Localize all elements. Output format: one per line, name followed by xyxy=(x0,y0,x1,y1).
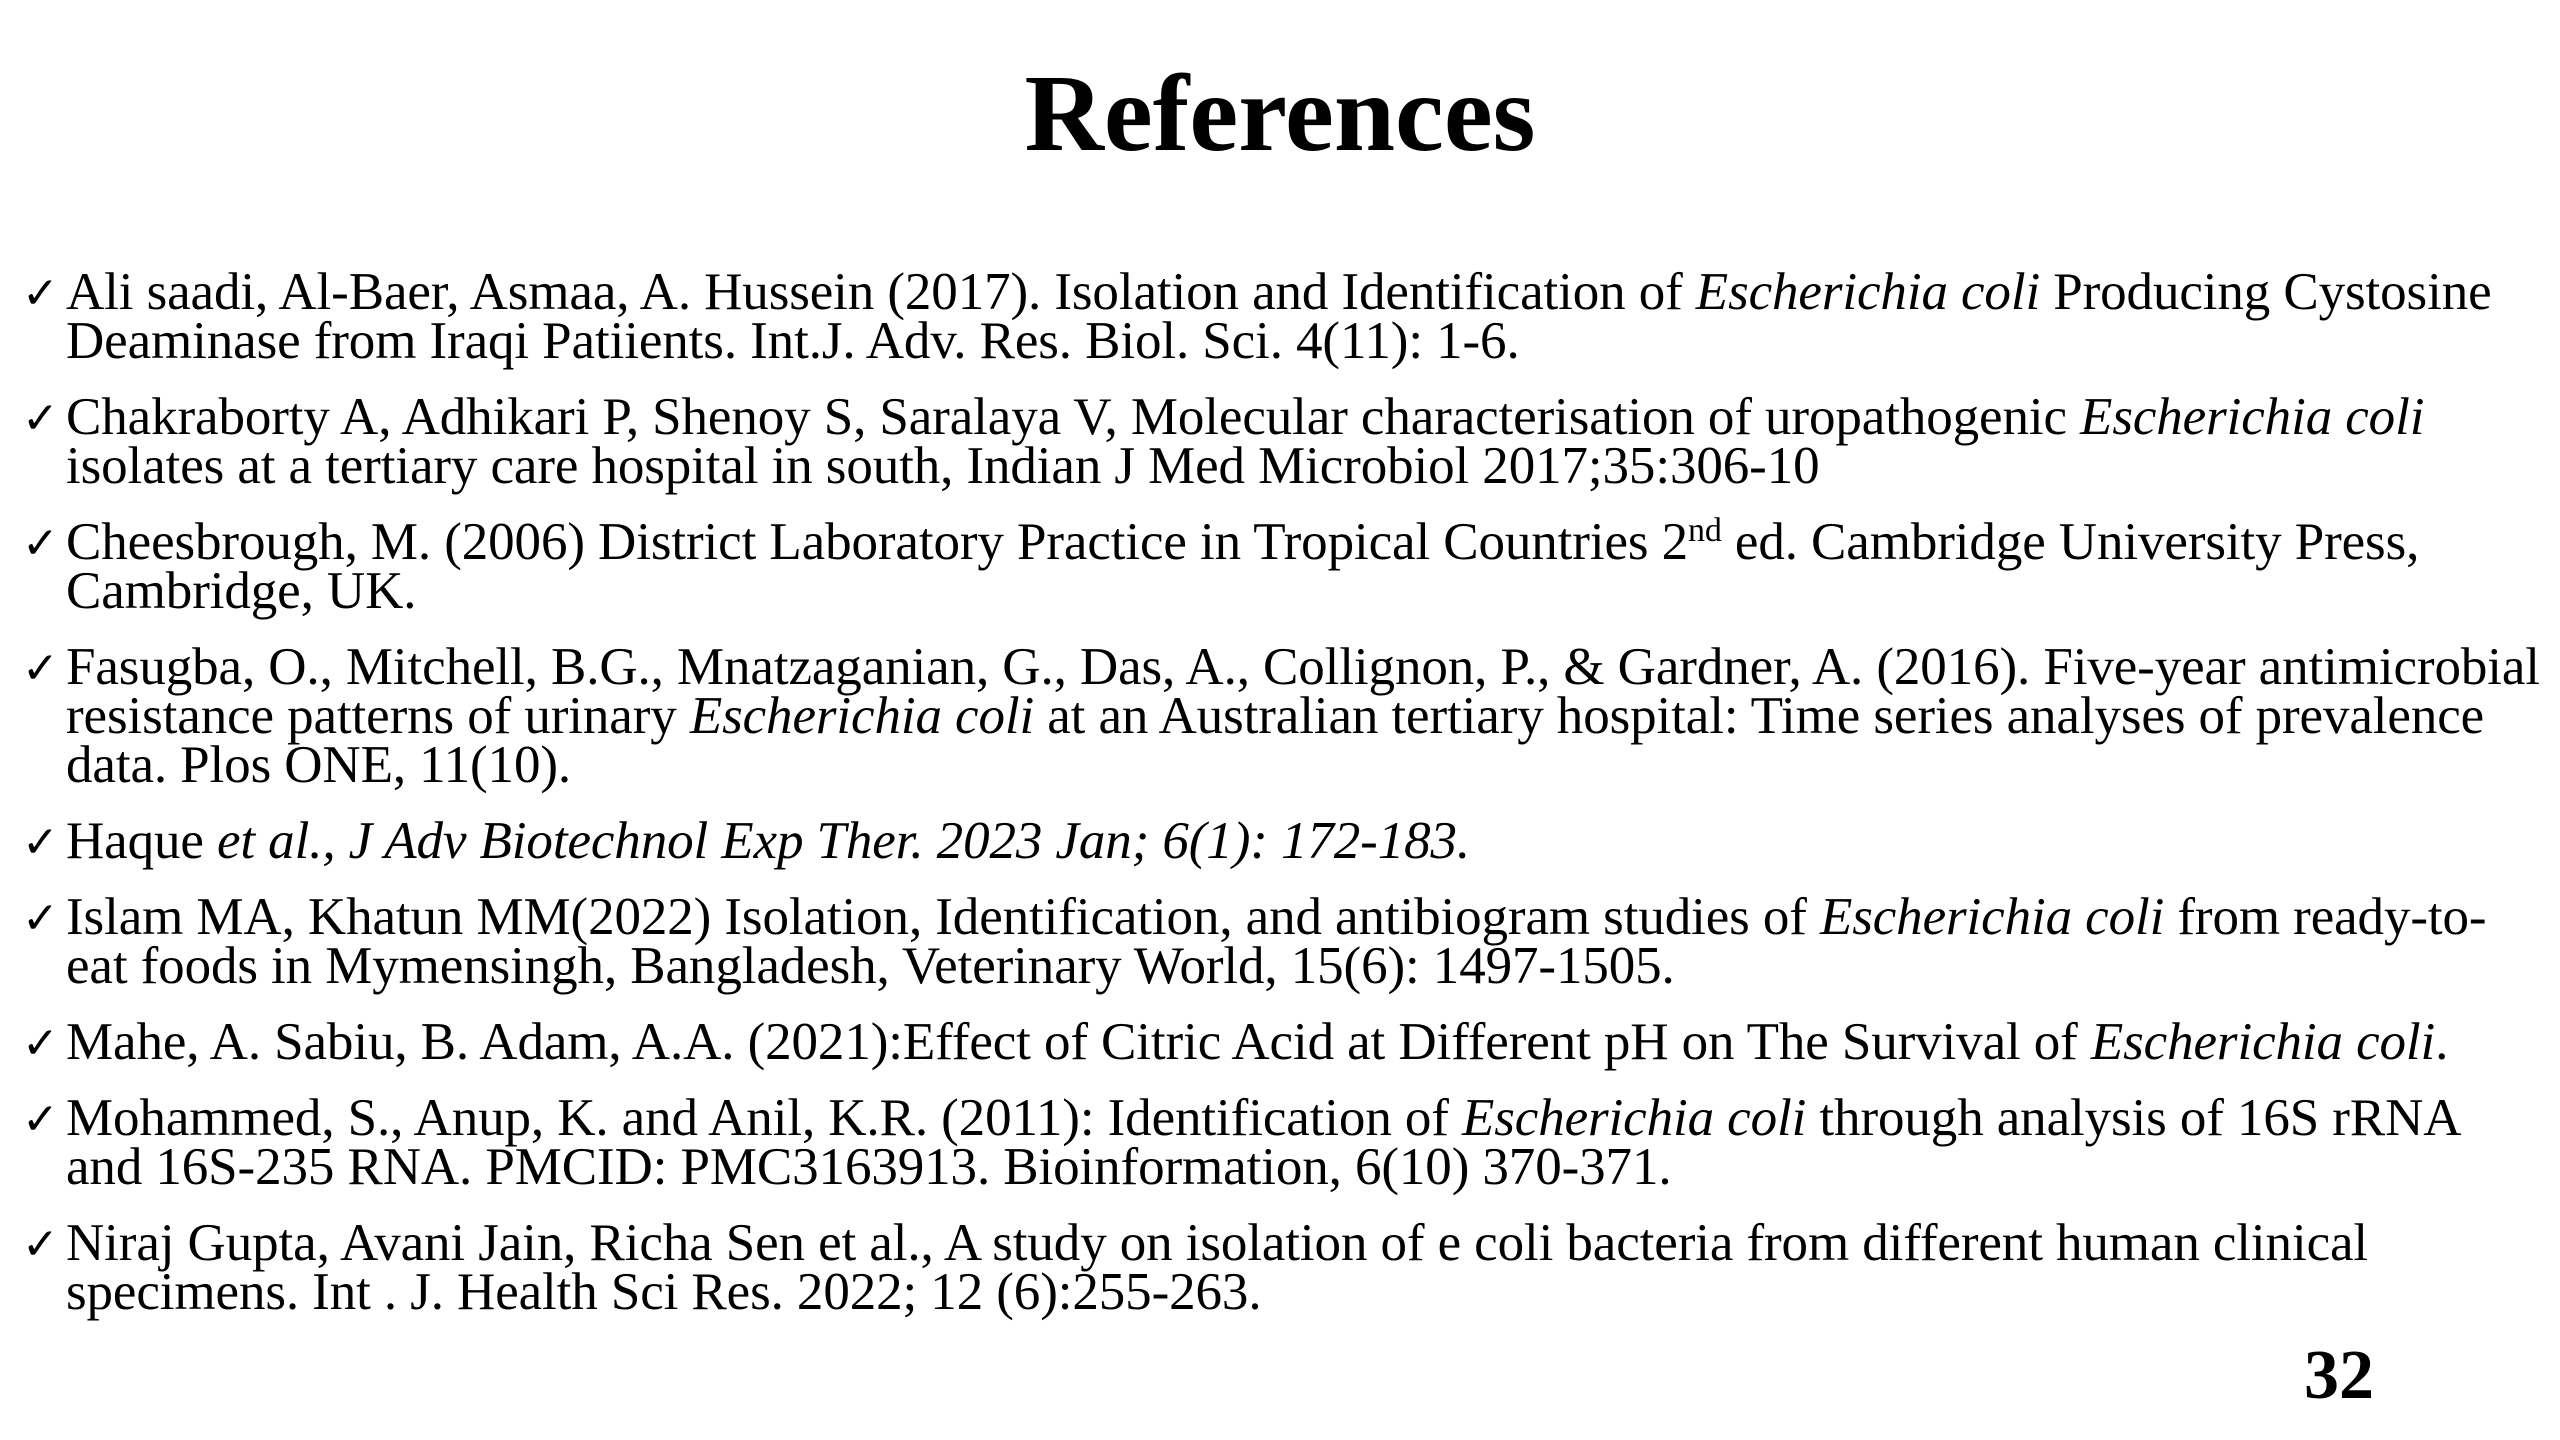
reference-segment: Islam MA, Khatun MM(2022) Isolation, Identification, and antibiogram studies of xyxy=(66,888,1820,946)
page-number: 32 xyxy=(2304,1337,2374,1414)
reference-text xyxy=(66,812,1470,870)
reference-item xyxy=(22,1214,2542,1321)
reference-item xyxy=(22,388,2542,495)
check-mark-icon: ✓ xyxy=(22,817,59,868)
reference-italic-segment: Escherichia coli xyxy=(2080,388,2425,446)
reference-item xyxy=(22,888,2542,995)
reference-item xyxy=(22,638,2542,794)
check-mark-icon: ✓ xyxy=(22,1094,59,1145)
reference-segment: Cheesbrough, M. (2006) District Laboratory Practice in Tropical Countries 2 xyxy=(66,513,1688,571)
reference-segment: at an Australian tertiary hospital: Time series analyses of prevalence data. Plos ONE, 11(10). xyxy=(66,687,2485,794)
reference-item xyxy=(22,1013,2542,1071)
reference-segment: Fasugba, O., Mitchell, B.G., Mnatzaganian, G., Das, A., Collignon, P., & Gardner, A. (2016). Five-year antimicrobial resistance patterns of urinary xyxy=(66,638,2540,745)
reference-segment: ed. Cambridge University Press, Cambridge, UK. xyxy=(66,513,2420,620)
reference-text xyxy=(66,263,2492,370)
reference-segment: Niraj Gupta, Avani Jain, Richa Sen et al., A study on isolation of e coli bacteria from different human clinical specimens. Int . J. Health Sci Res. 2022; 12 (6):255-263. xyxy=(66,1214,2369,1321)
reference-segment: Producing Cystosine Deaminase from Iraqi Patiients. Int.J. Adv. Res. Biol. Sci. 4(11): 1-6. xyxy=(66,263,2492,370)
reference-text xyxy=(66,888,2486,995)
check-mark-icon: ✓ xyxy=(22,518,59,569)
reference-italic-segment: Escherichia coli xyxy=(2090,1013,2436,1071)
reference-segment: isolates at a tertiary care hospital in south, Indian J Med Microbiol 2017;35:306-10 xyxy=(66,437,1820,495)
reference-item xyxy=(22,1089,2542,1196)
check-mark-icon: ✓ xyxy=(22,1219,59,1270)
reference-item xyxy=(22,512,2542,620)
reference-segment: through analysis of 16S rRNA and 16S-235 RNA. PMCID: PMC3163913. Bioinformation, 6(10) 370-371. xyxy=(66,1089,2459,1196)
reference-segment: Mohammed, S., Anup, K. and Anil, K.R. (2011): Identification of xyxy=(66,1089,1462,1147)
reference-superscript: nd xyxy=(1687,512,1722,549)
reference-segment: Ali saadi, Al-Baer, Asmaa, A. Hussein (2017). Isolation and Identification of xyxy=(66,263,1696,321)
reference-item xyxy=(22,263,2542,370)
reference-segment: from ready-to-eat foods in Mymensingh, Bangladesh, Veterinary World, 15(6): 1497-1505. xyxy=(66,888,2487,995)
check-mark-icon: ✓ xyxy=(22,1018,59,1069)
check-mark-icon: ✓ xyxy=(22,393,59,444)
check-mark-icon: ✓ xyxy=(22,643,59,694)
reference-text xyxy=(66,1089,2459,1196)
reference-italic-segment: Escherichia coli xyxy=(1819,888,2165,946)
reference-text xyxy=(66,1214,2368,1321)
reference-italic-segment: Escherichia coli xyxy=(1461,1089,1807,1147)
reference-segment: . xyxy=(2435,1013,2449,1071)
reference-text xyxy=(66,388,2424,495)
reference-list xyxy=(22,263,2542,1344)
reference-item xyxy=(22,812,2542,870)
reference-segment: Chakraborty A, Adhikari P, Shenoy S, Saralaya V, Molecular characterisation of uropathogenic xyxy=(66,388,2081,446)
reference-segment: Mahe, A. Sabiu, B. Adam, A.A. (2021):Effect of Citric Acid at Different pH on The Survival of xyxy=(66,1013,2091,1071)
reference-italic-segment: et al., J Adv Biotechnol Exp Ther. 2023 Jan; 6(1): 172-183. xyxy=(216,812,1471,870)
reference-segment: Haque xyxy=(66,812,217,870)
reference-text xyxy=(66,638,2540,794)
check-mark-icon: ✓ xyxy=(22,268,59,319)
slide-title: References xyxy=(1024,52,1536,174)
reference-italic-segment: Escherichia coli xyxy=(689,687,1035,745)
reference-text xyxy=(66,1013,2448,1071)
reference-italic-segment: Escherichia coli xyxy=(1695,263,2041,321)
reference-text xyxy=(66,513,2419,620)
check-mark-icon: ✓ xyxy=(22,893,59,944)
